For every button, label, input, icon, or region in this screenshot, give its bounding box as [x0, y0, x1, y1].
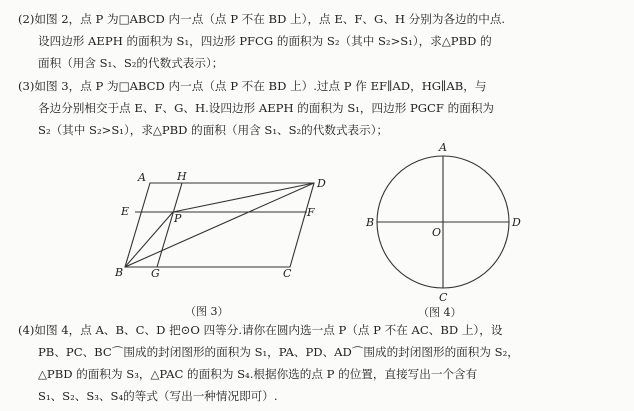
fig3-label-h: H	[177, 170, 187, 183]
fig4-label-b: B	[366, 216, 375, 229]
fig3-label-c: C	[283, 267, 292, 280]
fig4-label-c: C	[439, 291, 448, 304]
fig3-label-e: E	[121, 205, 130, 218]
q4-line-2: PB、PC、BC⌒围成的封闭图形的面积为 S₁，PA、PD、AD⌒围成的封闭图形的面积为 S₂，	[38, 345, 519, 359]
fig4-label-o: O	[432, 226, 442, 239]
fig4-caption: （图 4）	[418, 306, 462, 319]
q3-line-1: (3)如图 3，点 P 为□ABCD 内一点（点 P 不在 BD 上）.过点 P 作 EF∥AD，HG∥AB，与	[18, 79, 487, 93]
fig3-label-p: P	[174, 212, 182, 225]
q2-line-3: 面积（用含 S₁、S₂的代数式表示）；	[38, 56, 224, 70]
fig3-caption: （图 3）	[185, 305, 229, 318]
fig4-label-d: D	[512, 216, 521, 229]
segment-hg	[157, 183, 182, 267]
q3-line-2: 各边分别相交于点 E、F、G、H.设四边形 AEPH 的面积为 S₁，四边形 PGCF 的面积为	[38, 101, 495, 115]
diagonal-bd	[125, 183, 314, 267]
q4-line-3: △PBD 的面积为 S₃，△PAC 的面积为 S₄.根据你选的点 P 的位置，直接写出一个含有	[38, 367, 478, 381]
q2-line-1: (2)如图 2，点 P 为□ABCD 内一点（点 P 不在 BD 上），点 E、F、G、H 分别为各边的中点.	[18, 12, 506, 26]
fig3-label-a: A	[138, 171, 146, 184]
figure-3	[125, 183, 314, 267]
q2-line-2: 设四边形 AEPH 的面积为 S₁，四边形 PFCG 的面积为 S₂（其中 S₂>S₁），求△PBD 的	[38, 34, 492, 48]
segment-pd	[173, 183, 314, 212]
segment-bp	[125, 212, 173, 267]
q3-line-3: S₂（其中 S₂>S₁），求△PBD 的面积（用含 S₁、S₂的代数式表示）；	[38, 123, 389, 137]
fig3-label-d: D	[317, 177, 326, 190]
fig4-label-a: A	[439, 141, 447, 154]
q4-line-1: (4)如图 4，点 A、B、C、D 把⊙O 四等分.请你在圆内选一点 P（点 P 不在 AC、BD 上），设	[18, 323, 503, 337]
fig3-label-f: F	[307, 206, 315, 219]
figure-4	[377, 156, 509, 288]
fig3-label-g: G	[151, 267, 160, 280]
fig3-label-b: B	[115, 266, 124, 279]
q4-line-4: S₁、S₂、S₃、S₄的等式（写出一种情况即可）.	[38, 389, 278, 403]
